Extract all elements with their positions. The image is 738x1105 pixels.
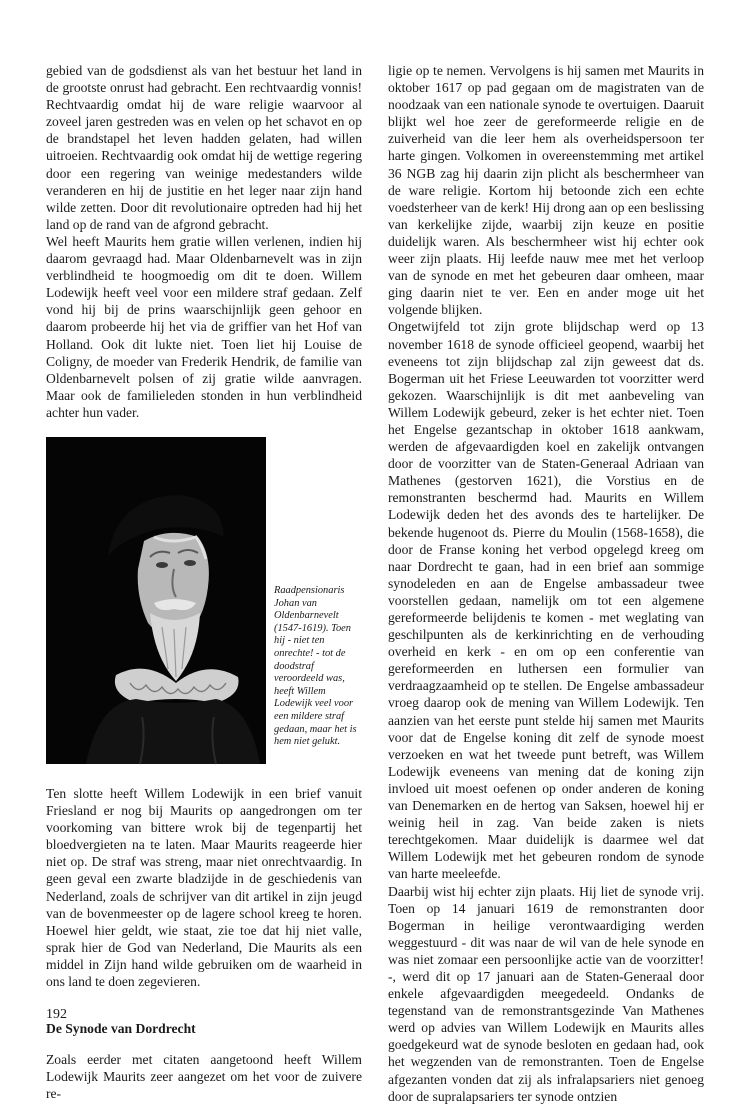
- portrait-image: [46, 437, 266, 764]
- body-paragraph: Wel heeft Maurits hem gratie willen verlenen, indien hij daarom gevraagd had. Maar Oldenbarnevelt was in zijn verblindheid te hoogmoedig om dit te doen. Willem Lodewijk heeft veel voor een mildere straf gedaan. Zelf vond hij bij de prins waarschijnlijk geen gehoor en daarom probeerde hij het via de griffier van het Hof van Holland. Ook dit lukte niet. Toen liet hij Louise de Coligny, de moeder van Frederik Hendrik, de familie van Oldenbarnevelt polsen of zij gratie wilde aanvragen. Maar ook de familieleden stonden in hun verblindheid achter hun vader.: [46, 233, 362, 420]
- body-paragraph: ligie op te nemen. Vervolgens is hij samen met Maurits in oktober 1617 op pad gegaan om de magistraten van de noodzaak van een nationale synode te overtuigen. Daaruit blijkt wel hoe zeer de gereformeerde religie en de zuiverheid van die leer hem als overheidspersoon ter harte gingen. Volkomen in overeenstemming met artikel 36 NGB zag hij daarin zijn plicht als beschermheer van de ware religie. Kortom hij betoonde zich een echte voedsterheer van de kerk! Hij drong aan op een beslissing van kerkelijke zijde, waarbij zijn keuze en positie duidelijk waren. Als beschermheer wist hij echter ook weer zijn plaats. Hij leefde nauw mee met het verloop van de synode en met het gebeuren daar omheen, maar ging daarin niet te ver. Een en ander moge uit het volgende blijken.: [388, 63, 704, 318]
- body-paragraph: Daarbij wist hij echter zijn plaats. Hij liet de synode vrij. Toen op 14 januari 1619 de remonstranten door Bogerman in heilige verontwaardiging werden weggestuurd - dit was naar de wil van de hele synode en was niet zomaar een persoonlijke actie van de voorzitter! -, werd dit op 17 januari aan de Staten-Generaal door enkele afgevaardigden meegedeeld. Ondanks de tegenstand van de remonstrantsgezinde Van Mathenes werd op advies van Willem Lodewijk en Maurits alles goedgekeurd wat de synode besloten en gedaan had, ook het wegzenden van de remonstranten. Toen de Engelse afgezanten vonden dat zij als infralapsariers niet genoeg door de supralapsariers ter synode ontzien: [388, 883, 704, 1104]
- body-paragraph: Ten slotte heeft Willem Lodewijk in een brief vanuit Friesland er nog bij Maurits op aangedrongen om ter voorkoming van bittere wrok bij de tegenpartij het bloedvergieten na te laten. Maar Maurits reageerde hier niet op. De straf was streng, maar niet onrechtvaardig. In geen geval een zwarte bladzijde in de geschiedenis van Nederland, zoals de schrijver van dit artikel in zijn jeugd van de bovenmeester op de lagere school kreeg te horen. Hoewel hier geldt, wie staat, zie toe dat hij niet valle, sprak hier de God van Nederland, Die Maurits als een middel in Zijn hand wilde gebruiken om de waarheid in ons land te doen zegevieren.: [46, 785, 362, 989]
- section-heading: De Synode van Dordrecht: [46, 1021, 196, 1037]
- body-paragraph: Zoals eerder met citaten aangetoond heeft Willem Lodewijk Maurits zeer aangezet om het voor de zuivere re-: [46, 1052, 362, 1102]
- portrait-drawing: [46, 437, 266, 764]
- figure-caption: Raadpensionaris Johan van Oldenbarnevelt (1547-1619). Toen hij - niet ten onrechte! - tot de doodstraf veroordeeld was, heeft Willem Lodewijk veel voor een mildere straf gedaan, maar het is hem niet gelukt.: [274, 584, 357, 748]
- page-number: 192: [46, 1007, 67, 1022]
- portrait-figure: [46, 437, 362, 773]
- body-paragraph: gebied van de godsdienst als van het bestuur het land in de grootste onrust had gebracht. Een rechtvaardig vonnis! Rechtvaardig omdat hij de ware religie waarvoor al zoveel jaren gestreden was en velen op het schavot en op de brandstapel het leven hadden gelaten, had willen uitroeien. Rechtvaardig ook omdat hij de wettige regering door een regering van weinige medestanders wilde veranderen en hij de justitie en het leger naar zijn hand wilde zetten. Door dit revolutionaire optreden had hij het land op de rand van de afgrond gebracht.: [46, 63, 362, 232]
- left-column: [46, 62, 362, 1102]
- right-column: [388, 62, 704, 1105]
- body-paragraph: Ongetwijfeld tot zijn grote blijdschap werd op 13 november 1618 de synode officieel geopend, waarbij het eveneens tot zijn blijdschap zal zijn geweest dat ds. Bogerman uit het Friese Leeuwarden tot voorzitter werd gekozen. Waarschijnlijk is dit met aanbeveling van Willem Lodewijk gebeurd, zeker is het echter niet. Toen het Engelse gezantschap in oktober 1618 aankwam, werden de afgevaardigden koel en zakelijk ontvangen door de voorzitter van de Staten-Generaal Adriaan van Mathenes (gestorven 1621), die Vorstius en de remonstranten beschermd had. Maurits en Willem Lodewijk deden het des avonds des te hartelijker. De bekende hugenoot ds. Pierre du Moulin (1568-1658), die door de Franse koning het verbod opgelegd kreeg om naar Dordrecht te gaan, had in een brief aan sommige synodeleden en aan de Engelse ambassadeur twee voorstellen gedaan, namelijk om tot een algemene gereformeerde belijdenis te komen - met weglating van geschilpunten als de kerkinrichting en de verhouding overheid en kerk - en om op een conferentie van gereformeerden en luthersen een formulier van verdraagzaamheid op te stellen. De Engelse ambassadeur vroeg daarop ook de mening van Willem Lodewijk. Ten aanzien van het eerste punt stelde hij samen met Maurits voor dat de Engelse koning dit zelf de synode moest verzoeken en wat het tweede punt betreft, was Willem Lodewijk eveneens van mening dat de koning zijn invloed uit moest oefenen op onder anderen de koning van Denemarken en de hertog van Saksen, hoewel hij er weinig heil in zag. Van beide zaken is niets terechtgekomen. Maar duidelijk is daarmee wel dat Willem Lodewijk met het gebeuren rondom de synode van harte meeleefde.: [388, 319, 704, 882]
